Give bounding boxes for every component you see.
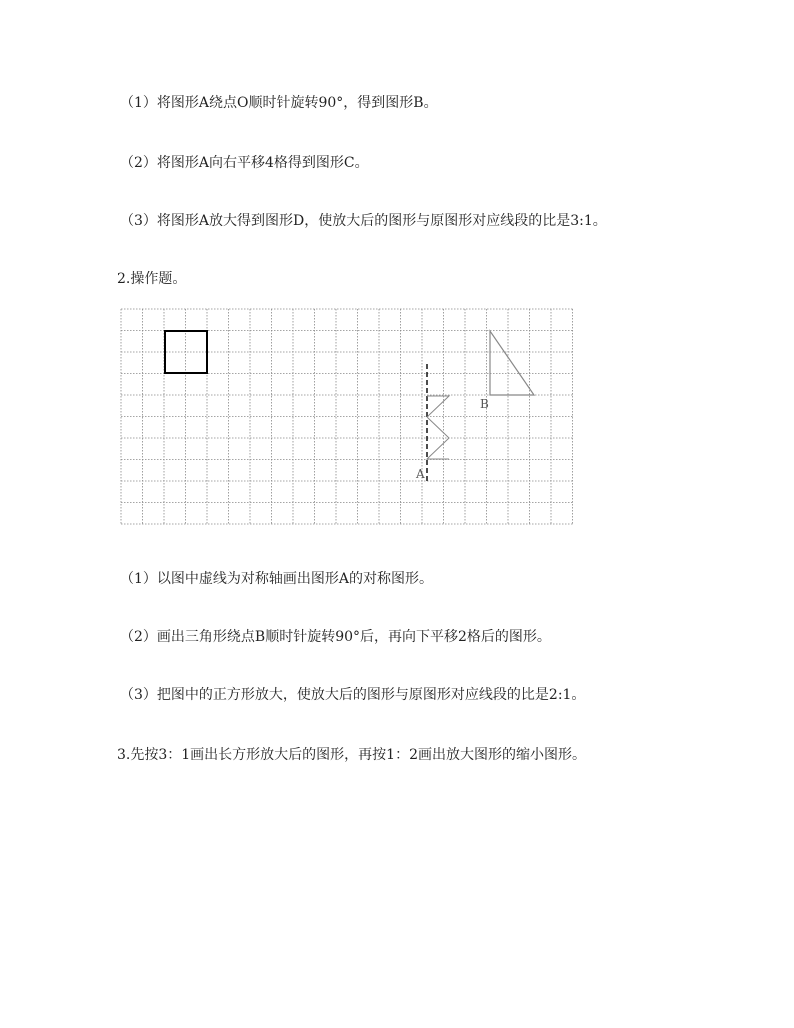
triangle-shape (490, 331, 534, 395)
item-1-2: （2）将图形A向右平移4格得到图形C。 (120, 155, 369, 171)
item-2-3: （3）把图中的正方形放大，使放大后的图形与原图形对应线段的比是2:1。 (120, 687, 586, 703)
item-2-2: （2）画出三角形绕点B顺时针旋转90°后，再向下平移2格后的图形。 (120, 629, 551, 645)
section-2-title: 2.操作题。 (117, 271, 187, 287)
grid-lines (121, 309, 574, 525)
item-1-3: （3）将图形A放大得到图形D，使放大后的图形与原图形对应线段的比是3:1。 (120, 213, 607, 229)
label-a: A (416, 467, 425, 481)
figure-a-shape (427, 396, 449, 417)
square-shape (165, 331, 207, 373)
grid-figure (118, 307, 583, 533)
item-2-1: （1）以图中虚线为对称轴画出图形A的对称图形。 (120, 571, 434, 587)
label-b: B (480, 397, 489, 411)
item-1-1: （1）将图形A绕点O顺时针旋转90°，得到图形B。 (120, 95, 438, 111)
section-3-title: 3.先按3：1画出长方形放大后的图形，再按1：2画出放大图形的缩小图形。 (117, 747, 586, 763)
